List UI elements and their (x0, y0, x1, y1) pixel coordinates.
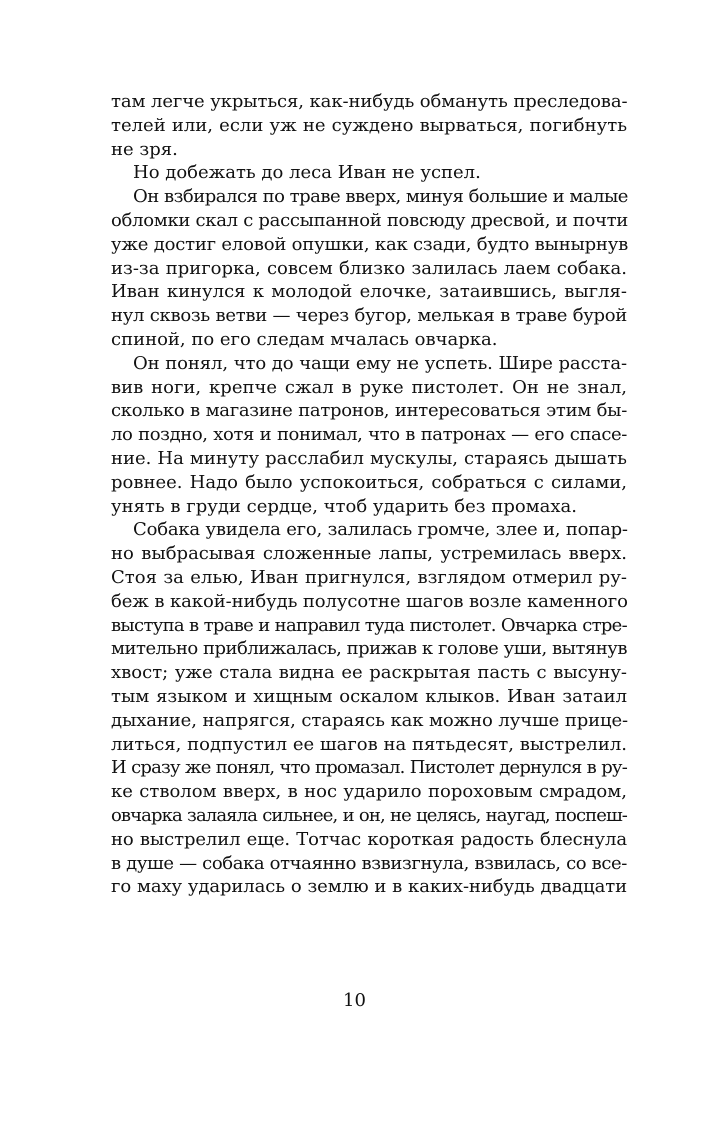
text-line: спиной, по его следам мчалась овчарка. (111, 328, 498, 350)
text-line: Но добежать до леса Иван не успел. (133, 162, 481, 184)
text-line: там легче укрыться, как-нибудь обмануть преследова- (111, 91, 628, 112)
text-line: И сразу же понял, что промазал. Пистолет дернулся в ру- (111, 757, 627, 779)
text-line: Иван кинулся к молодой елочке, затаившись, выгля- (111, 281, 627, 303)
text-line: Стоя за елью, Иван пригнулся, взглядом отмерил ру- (111, 566, 627, 588)
text-line: литься, подпустил ее шагов на пятьдесят, выстрелил. (111, 733, 627, 755)
text-line: из-за пригорка, совсем близко залилась лаем собака. (111, 257, 627, 279)
text-line: в душе — собака отчаянно взвизгнула, взвилась, со все- (111, 852, 627, 874)
page-number: 10 (343, 990, 366, 1011)
text-line: выступа в траве и направил туда пистолет. Овчарка стре- (111, 614, 627, 636)
text-line: мительно приближалась, прижав к голове уши, вытянув (111, 638, 627, 660)
text-line: овчарка залаяла сильнее, и он, не целясь, наугад, поспеш- (111, 804, 627, 826)
text-line: тым языком и хищным оскалом клыков. Иван затаил (111, 685, 627, 707)
text-line: вив ноги, крепче сжал в руке пистолет. Он не знал, (111, 376, 627, 398)
text-line: Он взбирался по траве вверх, минуя большие и малые (133, 186, 628, 208)
text-line: ние. На минуту расслабил мускулы, стараясь дышать (111, 447, 627, 469)
text-line: ровнее. Надо было успокоиться, собраться с силами, (111, 471, 627, 493)
text-line: беж в какой-нибудь полусотне шагов возле каменного (111, 590, 628, 612)
text-line: ло поздно, хотя и понимал, что в патронах — его спасе- (111, 424, 627, 446)
text-line: го маху ударилась о землю и в каких-нибудь двадцати (111, 876, 627, 898)
text-line: хвост; уже стала видна ее раскрытая пасть с высуну- (111, 662, 627, 684)
text-line: но выбрасывая сложенные лапы, устремилась вверх. (111, 543, 627, 565)
body-text (111, 90, 627, 899)
text-line: Он понял, что до чащи ему не успеть. Шире расста- (133, 352, 627, 374)
text-line: дыхание, напрягся, стараясь как можно лучше прице- (111, 709, 629, 731)
text-line: уже достиг еловой опушки, как сзади, будто вынырнув (111, 233, 629, 255)
text-line: унять в груди сердце, чтоб ударить без промаха. (111, 495, 578, 517)
text-line: Собака увидела его, залилась громче, злее и, попар- (133, 519, 628, 541)
text-line: телей или, если уж не суждено вырваться, погибнуть (111, 114, 627, 136)
text-line: обломки скал с рассыпанной повсюду дресвой, и почти (111, 209, 628, 231)
text-line: нул сквозь ветви — через бугор, мелькая в траве бурой (111, 305, 627, 327)
text-line: не зря. (111, 138, 178, 160)
text-line: ке стволом вверх, в нос ударило пороховым смрадом, (111, 781, 627, 803)
text-line: но выстрелил еще. Тотчас короткая радость блеснула (111, 828, 627, 850)
text-line: сколько в магазине патронов, интересоваться этим бы- (111, 400, 627, 422)
